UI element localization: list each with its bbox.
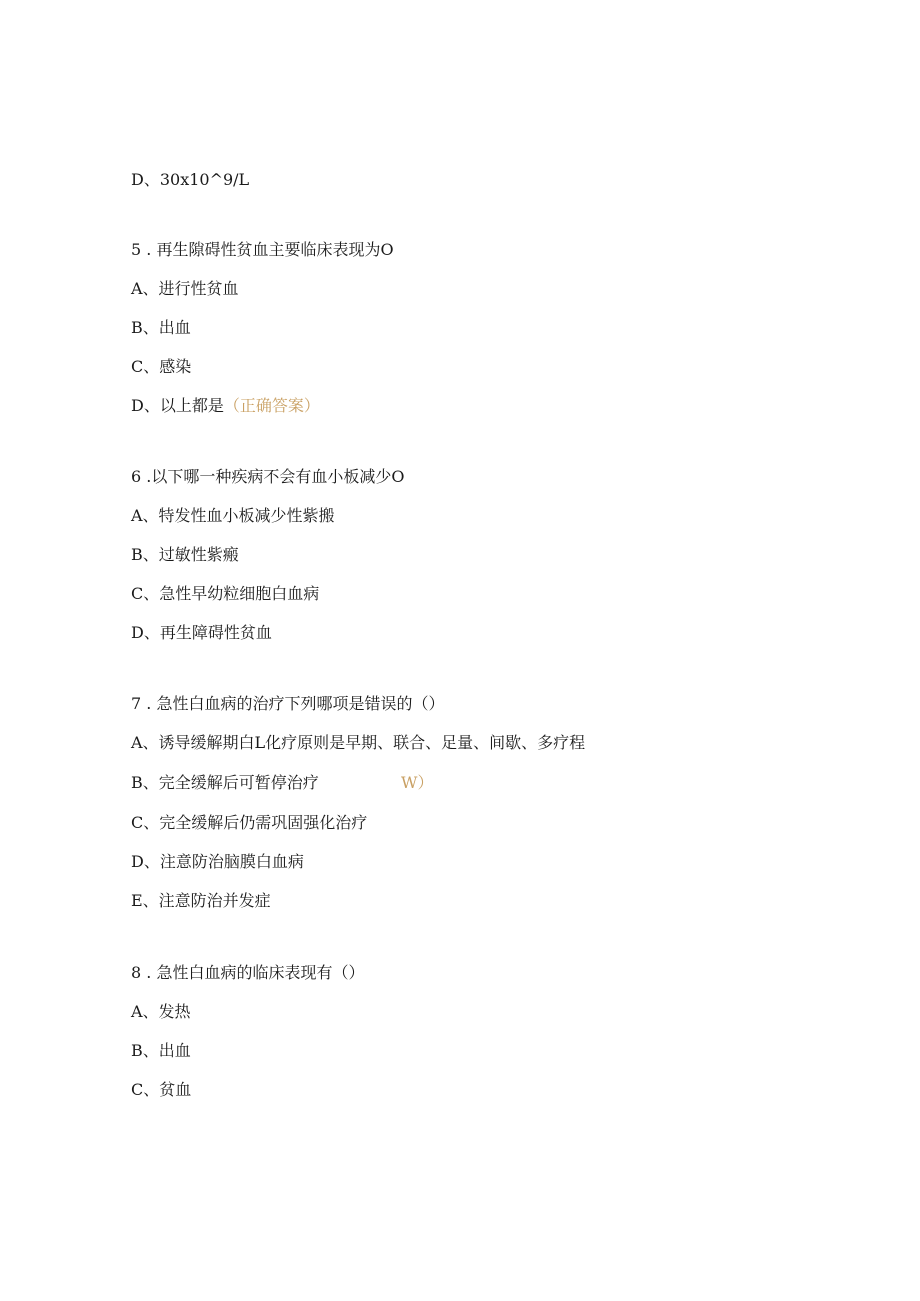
question-5-text: 5 . 再生隙碍性贫血主要临床表现为O [131,240,394,259]
option-q7-a: A、诱导缓解期白L化疗原则是早期、联合、足量、间歇、多疗程 [131,733,586,752]
option-q8-b: B、出血 [131,1041,191,1060]
question-6-text: 6 .以下哪一种疾病不会有血小板减少O [131,467,405,486]
option-q7-b: B、完全缓解后可暂停治疗 [131,773,319,792]
option-q6-c: C、急性早幼粒细胞白血病 [131,584,320,603]
correct-answer-mark-q7: W） [401,773,434,792]
option-q8-a: A、发热 [131,1002,191,1021]
option-q6-b: B、过敏性紫瘢 [131,545,239,564]
option-q7-d: D、注意防治脑膜白血病 [131,852,304,871]
option-q6-d: D、再生障碍性贫血 [131,623,272,642]
option-q4-d: D、30x10^9/L [131,170,250,189]
option-q5-c: C、感染 [131,357,192,376]
correct-answer-mark: （正确答案） [223,396,320,415]
option-q5-a: A、进行性贫血 [131,279,239,298]
option-q7-c: C、完全缓解后仍需巩固强化治疗 [131,813,368,832]
option-q5-d-label: D、以上都是 [131,396,224,415]
option-q5-b: B、出血 [131,318,191,337]
question-8-text: 8 . 急性白血病的临床表现有（） [131,963,365,982]
option-q6-a: A、特发性血小板减少性紫搬 [131,506,335,525]
question-7-text: 7 . 急性白血病的治疗下列哪项是错误的（） [131,694,445,713]
option-q7-e: E、注意防治并发症 [131,891,271,910]
option-q5-d [131,396,320,416]
option-q8-c: C、贫血 [131,1080,192,1099]
